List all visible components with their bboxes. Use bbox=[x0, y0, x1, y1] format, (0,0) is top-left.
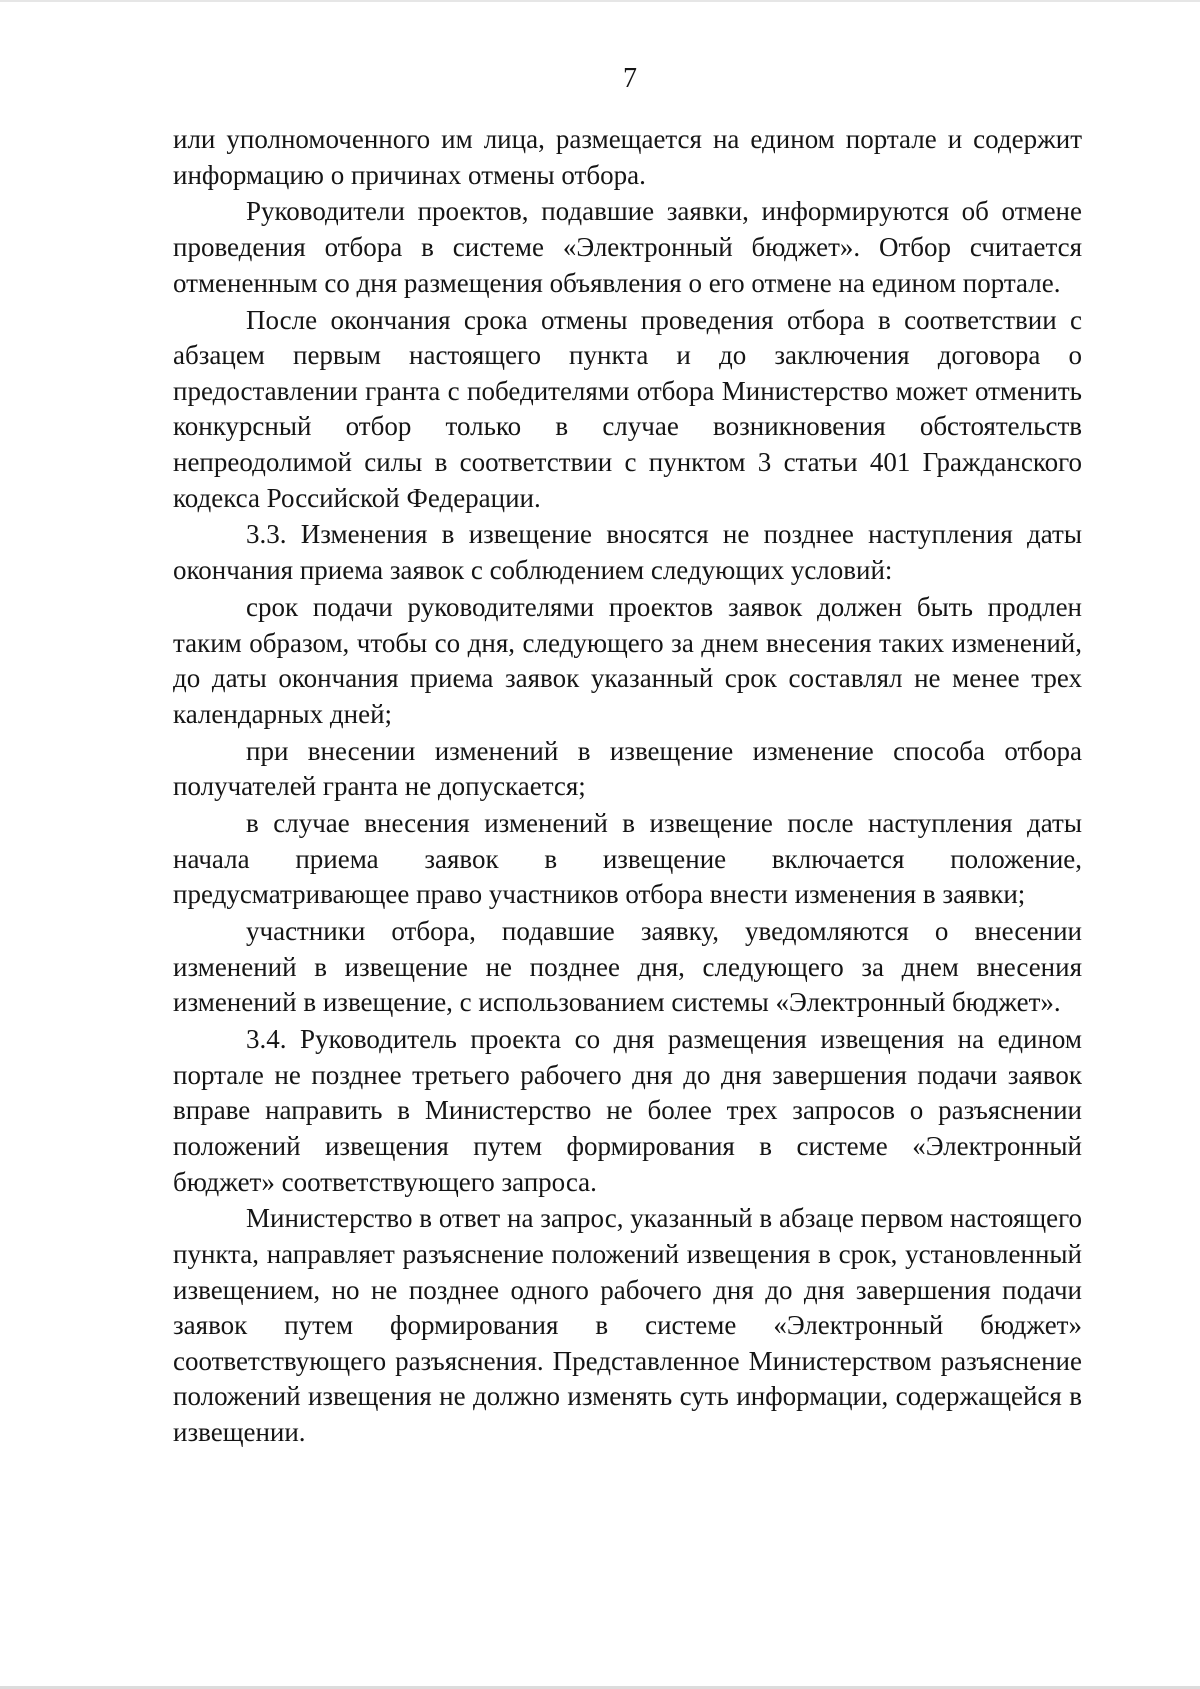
paragraph-application-changes: в случае внесения изменений в извещение после наступления даты начала приема заявок в извещение включается положение, предусматривающее право участников отбора внести изменения в заявки; bbox=[173, 808, 1082, 910]
paragraph-selection-method: при внесении изменений в извещение изменение способа отбора получателей гранта не допускается; bbox=[173, 735, 1082, 802]
paragraph-continuation: или уполномоченного им лица, размещается на едином портале и содержит информацию о причинах отмены отбора. bbox=[173, 124, 1082, 190]
paragraph-cancellation-notice: Руководители проектов, подавшие заявки, информируются об отмене проведения отбора в системе «Электронный бюджет». Отбор считается отмененным со дня размещения объявления о его отмене на едином портале. bbox=[173, 196, 1082, 298]
paragraph-3-4: 3.4. Руководитель проекта со дня размещения извещения на едином портале не позднее третьего рабочего дня до дня завершения подачи заявок вправе направить в Министерство не более трех запросов о разъяснении положений извещения путем формирования в системе «Электронный бюджет» соответствующего запроса. bbox=[173, 1024, 1082, 1197]
paragraph-ministry-response: Министерство в ответ на запрос, указанный в абзаце первом настоящего пункта, направляет разъяснение положений извещения в срок, установленный извещением, но не позднее одного рабочего дня до дня завершения подачи заявок путем формирования в системе «Электронный бюджет» соответствующего разъяснения. Представленное Министерством разъяснение положений извещения не должно изменять суть информации, содержащейся в извещении. bbox=[173, 1203, 1082, 1448]
paragraph-force-majeure: После окончания срока отмены проведения отбора в соответствии с абзацем первым настоящего пункта и до заключения договора о предоставлении гранта с победителями отбора Министерство может отменить конкурсный отбор только в случае возникновения обстоятельств непреодолимой силы в соответствии с пунктом 3 статьи 401 Гражданского кодекса Российской Федерации. bbox=[173, 304, 1082, 513]
scan-top-edge bbox=[0, 0, 1200, 2]
page-number: 7 bbox=[623, 63, 637, 94]
paragraph-deadline-extension: срок подачи руководителями проектов заявок должен быть продлен таким образом, чтобы со дня, следующего за днем внесения таких изменений, до даты окончания приема заявок указанный срок составлял не менее трех календарных дней; bbox=[173, 591, 1082, 729]
document-body bbox=[173, 122, 1082, 1452]
paragraph-participant-notification: участники отбора, подавшие заявку, уведомляются о внесении изменений в извещение не позднее дня, следующего за днем внесения изменений в извещение, с использованием системы «Электронный бюджет». bbox=[173, 916, 1082, 1018]
paragraph-3-3: 3.3. Изменения в извещение вносятся не позднее наступления даты окончания приема заявок с соблюдением следующих условий: bbox=[173, 519, 1082, 586]
